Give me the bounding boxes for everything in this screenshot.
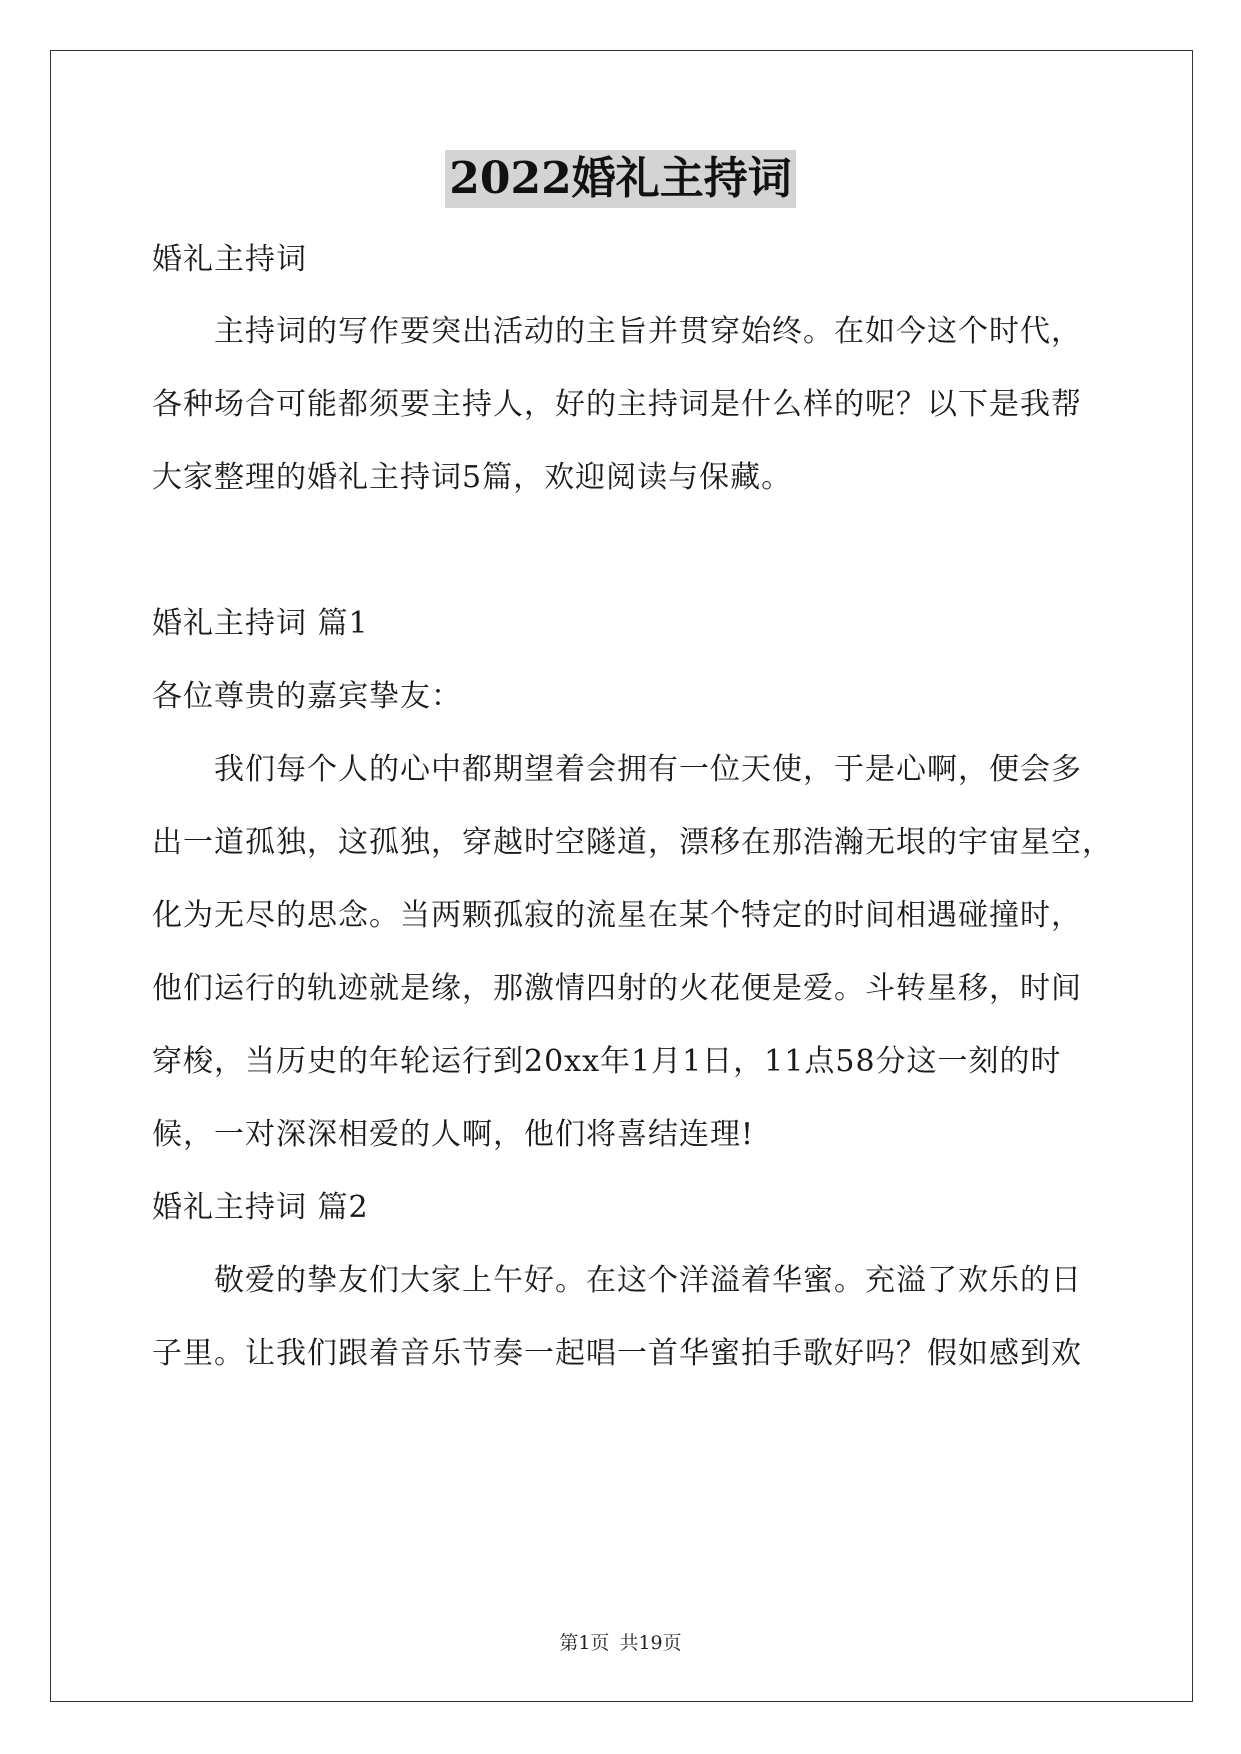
paragraph-line: 出一道孤独，这孤独，穿越时空隧道，漂移在那浩瀚无垠的宇宙星空， bbox=[152, 825, 1113, 860]
paragraph-line: 大家整理的婚礼主持词5篇，欢迎阅读与保藏。 bbox=[152, 460, 793, 495]
salutation: 各位尊贵的嘉宾挚友： bbox=[152, 679, 462, 714]
paragraph-line: 化为无尽的思念。当两颗孤寂的流星在某个特定的时间相遇碰撞时， bbox=[152, 898, 1082, 933]
paragraph-line: 我们每个人的心中都期望着会拥有一位天使，于是心啊，便会多 bbox=[214, 752, 1082, 787]
paragraph-line: 他们运行的轨迹就是缘，那激情四射的火花便是爱。斗转星移，时间 bbox=[152, 971, 1082, 1006]
document-title: 2022婚礼主持词 bbox=[445, 150, 795, 208]
paragraph-line: 主持词的写作要突出活动的主旨并贯穿始终。在如今这个时代， bbox=[214, 314, 1082, 349]
heading-intro: 婚礼主持词 bbox=[152, 242, 307, 277]
page-footer bbox=[0, 1628, 1241, 1655]
paragraph-line: 候，一对深深相爱的人啊，他们将喜结连理! bbox=[152, 1117, 755, 1152]
paragraph-line: 子里。让我们跟着音乐节奏一起唱一首华蜜拍手歌好吗？假如感到欢 bbox=[152, 1336, 1082, 1371]
title-container bbox=[0, 150, 1241, 208]
paragraph-line: 敬爱的挚友们大家上午好。在这个洋溢着华蜜。充溢了欢乐的日 bbox=[214, 1263, 1082, 1298]
page-border bbox=[50, 50, 1193, 1702]
paragraph-line: 穿梭，当历史的年轮运行到20xx年1月1日，11点58分这一刻的时 bbox=[152, 1044, 1062, 1079]
section-heading-2: 婚礼主持词 篇2 bbox=[152, 1190, 369, 1225]
page-total: 共19页 bbox=[619, 1632, 682, 1654]
paragraph-line: 各种场合可能都须要主持人，好的主持词是什么样的呢？以下是我帮 bbox=[152, 387, 1082, 422]
section-heading-1: 婚礼主持词 篇1 bbox=[152, 606, 369, 641]
page-number: 第1页 bbox=[559, 1632, 610, 1654]
